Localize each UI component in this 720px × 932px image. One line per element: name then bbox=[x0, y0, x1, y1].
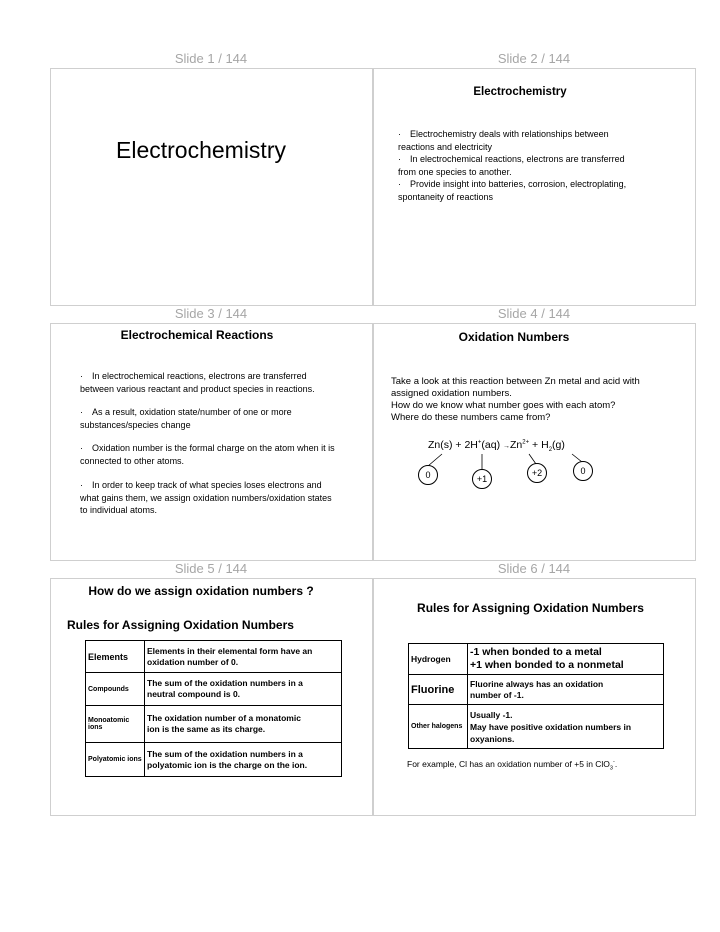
bullet-item: · Oxidation number is the formal charge on the atom when it is connected to other atoms. bbox=[80, 443, 335, 466]
slide-subtitle: Rules for Assigning Oxidation Numbers bbox=[67, 618, 294, 632]
table-row bbox=[86, 641, 342, 673]
slide-title: Electrochemistry bbox=[473, 86, 567, 98]
slide-title: Rules for Assigning Oxidation Numbers bbox=[417, 601, 644, 615]
oxidation-label: 0 bbox=[418, 465, 438, 485]
bullet-item: · Electrochemistry deals with relationships between reactions and electricity bbox=[398, 129, 609, 152]
row-label: Hydrogen bbox=[409, 644, 468, 675]
oxidation-label: +2 bbox=[527, 463, 547, 483]
slide-caption-1: Slide 1 / 144 bbox=[174, 51, 248, 66]
table-row bbox=[86, 743, 342, 777]
slide-caption-6: Slide 6 / 144 bbox=[497, 561, 571, 576]
row-label: Elements bbox=[86, 641, 145, 673]
rules-table bbox=[85, 640, 342, 777]
slide-3 bbox=[50, 323, 373, 561]
row-text: The sum of the oxidation numbers in a neutral compound is 0. bbox=[145, 673, 342, 706]
row-label: Other halogens bbox=[409, 705, 468, 749]
row-text: Usually -1. May have positive oxidation numbers in oxyanions. bbox=[468, 705, 664, 749]
slide-title: Oxidation Numbers bbox=[458, 330, 570, 344]
bullet-item: · In electrochemical reactions, electrons are transferred between various reactant and product species in reactions. bbox=[80, 371, 315, 394]
row-label: Compounds bbox=[86, 673, 145, 706]
connector-line bbox=[428, 454, 442, 466]
slide-caption-4: Slide 4 / 144 bbox=[497, 306, 571, 321]
oxidation-label: 0 bbox=[573, 461, 593, 481]
reaction-equation: $Zn(s) + 2H^+(aq) \to Zn^{2+} + H_2(g)$ bbox=[428, 439, 565, 454]
bullet-item: · In order to keep track of what species loses electrons and what gains them, we assign oxidation numbers/oxidation states to individual atoms. bbox=[80, 480, 332, 515]
row-label: Polyatomic ions bbox=[86, 743, 145, 777]
row-text: The sum of the oxidation numbers in a polyatomic ion is the charge on the ion. bbox=[145, 743, 342, 777]
intro-text: Take a look at this reaction between Zn metal and acid with assigned oxidation numbers. How do we know what number goes with each atom? Where do these numbers came from? bbox=[391, 376, 640, 423]
table-row bbox=[409, 644, 664, 675]
rules-table bbox=[408, 643, 664, 749]
example-note: For example, Cl has an oxidation number of +5 in ClO$_3$-. bbox=[407, 759, 618, 772]
row-text: The oxidation number of a monatomic ion is the same as its charge. bbox=[145, 706, 342, 743]
table-row bbox=[409, 705, 664, 749]
row-label: Fluorine bbox=[409, 675, 468, 705]
slide-caption-3: Slide 3 / 144 bbox=[174, 306, 248, 321]
slide-1 bbox=[50, 68, 373, 306]
row-text: Fluorine always has an oxidation number of -1. bbox=[468, 675, 664, 705]
table-row bbox=[86, 706, 342, 743]
question-title: How do we assign oxidation numbers ? bbox=[88, 584, 314, 598]
slide-6 bbox=[373, 578, 696, 816]
slide-caption-2: Slide 2 / 144 bbox=[497, 51, 571, 66]
row-text: Elements in their elemental form have an oxidation number of 0. bbox=[145, 641, 342, 673]
table-row bbox=[86, 673, 342, 706]
bullet-item: · In electrochemical reactions, electrons are transferred from one species to another. bbox=[398, 154, 625, 177]
bullet-item: · Provide insight into batteries, corrosion, electroplating, spontaneity of reactions bbox=[398, 179, 627, 202]
slide-caption-5: Slide 5 / 144 bbox=[174, 561, 248, 576]
oxidation-label: +1 bbox=[472, 469, 492, 489]
slide-title: Electrochemical Reactions bbox=[120, 328, 274, 342]
slide-5 bbox=[50, 578, 373, 816]
row-text: -1 when bonded to a metal +1 when bonded to a nonmetal bbox=[468, 644, 664, 675]
slide-4 bbox=[373, 323, 696, 561]
slide-title: Electrochemistry bbox=[116, 137, 286, 163]
connector-lines bbox=[374, 324, 696, 561]
row-label: Monoatomic ions bbox=[86, 706, 145, 743]
slide-2 bbox=[373, 68, 696, 306]
bullet-item: · As a result, oxidation state/number of one or more substances/species change bbox=[80, 407, 292, 430]
table-row bbox=[409, 675, 664, 705]
